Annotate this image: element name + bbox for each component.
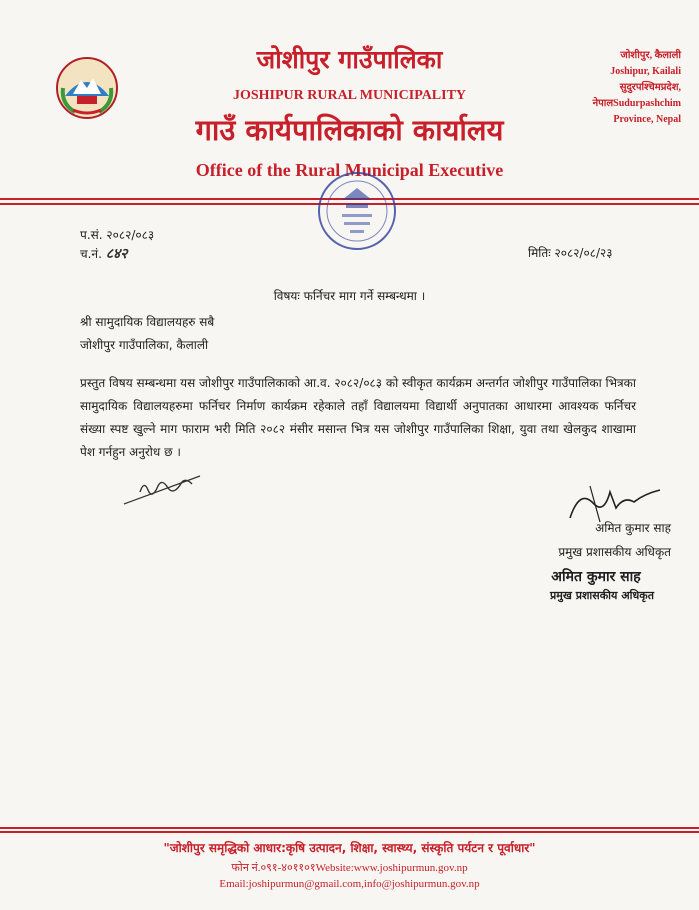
footer-motto: "जोशीपुर समृद्धिको आधार:कृषि उत्पादन, शिक्षा, स्वास्थ्य, संस्कृति पर्यटन र पूर्वाधार" — [163, 841, 536, 855]
initials-signature — [120, 470, 210, 510]
addressee-line: श्री सामुदायिक विद्यालयहरु सबै — [80, 315, 215, 329]
address-line: जोशीपुर, कैलाली — [620, 50, 681, 61]
footer-divider — [0, 831, 699, 833]
office-name-np: गाउँ कार्यपालिकाको कार्यालय — [195, 113, 504, 147]
addressee-line: जोशीपुर गाउँपालिका, कैलाली — [80, 338, 209, 352]
municipality-name-np: जोशीपुर गाउँपालिका — [256, 45, 443, 74]
letter-body: प्रस्तुत विषय सम्बन्धमा यस जोशीपुर गाउँपालिकाको आ.व. २०८२/०८३ को स्वीकृत कार्यक्रम अन्तर्गत जोशीपुर गाउँपालिका भित्रका सामुदायिक विद्यालयहरुमा फर्निचर निर्माण कार्यक्रम रहेकाले तहाँ विद्यालयमा विद्यार्थी अनुपातका आधारमा आवश्यक फर्निचर संख्या स्पष्ट खुल्ने माग फाराम भरी मिति २०८२ मंसीर मसान्त भित्र यस जोशीपुर गाउँपालिका शिक्षा, युवा तथा खेलकुद शाखामा पेश गर्नहुन अनुरोध छ । — [80, 376, 636, 459]
footer-contact-phone: फोन नं.०९१-४०११०१Website:www.joshipurmun.gov.np — [231, 862, 468, 874]
address-line: Joshipur, Kailali — [610, 66, 681, 77]
address-line: सुदुरपश्चिमप्रदेश, — [619, 82, 681, 93]
address-line: नेपालSudurpashchim — [592, 98, 681, 109]
address-line: Province, Nepal — [613, 114, 681, 125]
stamp-title: प्रमुख प्रशासकीय अधिकृत — [550, 589, 654, 602]
dispatch-number: ८४२ — [105, 246, 128, 262]
office-seal-icon — [316, 170, 398, 252]
office-name-en: Office of the Rural Municipal Executive — [195, 160, 504, 180]
addressee-block — [80, 311, 214, 357]
signer-name: अमित कुमार साह — [595, 521, 671, 535]
dispatch-label: च.नं. — [80, 247, 102, 261]
reference-block — [80, 226, 154, 264]
footer-contact-email: Email:joshipurmun@gmail.com,info@joshipurmun.gov.np — [219, 878, 480, 890]
signer-block — [515, 516, 671, 564]
letter-date: मितिः २०८२/०८/२३ — [528, 246, 613, 260]
subject-line: विषयः फर्निचर माग गर्ने सम्बन्धमा । — [273, 289, 426, 303]
fiscal-year: प.सं. २०८२/०८३ — [80, 228, 155, 242]
municipality-name-en: JOSHIPUR RURAL MUNICIPALITY — [232, 88, 467, 103]
office-address — [593, 48, 681, 128]
stamp-name: अमित कुमार साह — [551, 569, 641, 585]
signer-title: प्रमुख प्रशासकीय अधिकृत — [558, 545, 671, 559]
dispatch-line — [80, 245, 154, 264]
footer-divider — [0, 827, 699, 829]
